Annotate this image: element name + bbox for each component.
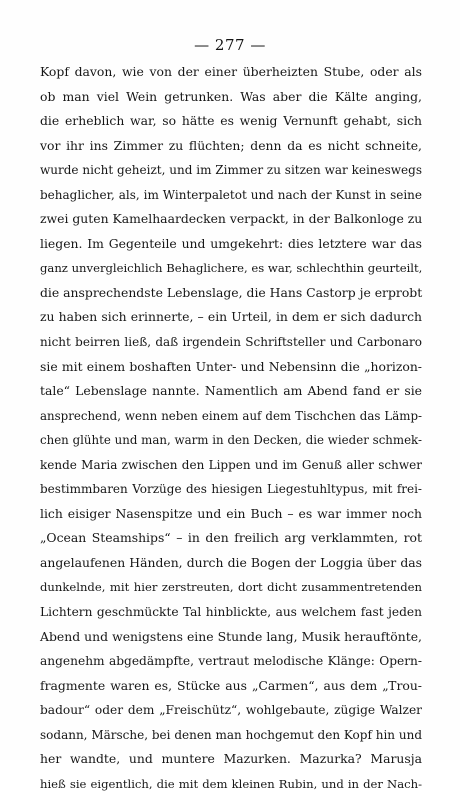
text-line: kende Maria zwischen den Lippen und im Genuß aller schwer (40, 457, 422, 472)
page-number: — 277 — (194, 36, 266, 54)
text-line: her wandte, und muntere Mazurken. Mazurka? Marusja (40, 751, 422, 767)
text-line: angenehm abgedämpfte, vertraut melodische Klänge: Opern- (40, 654, 422, 669)
text-line: bestimmbaren Vorzüge des hiesigen Liegestuhltypus, mit frei- (40, 482, 422, 497)
text-line: liegen. Im Gegenteile und umgekehrt: dies letztere war das (40, 235, 422, 251)
text-line: dunkelnde, mit hier zerstreuten, dort dicht zusammentretenden (40, 580, 422, 595)
text-line: chen glühte und man, warm in den Decken, die wieder schmek- (40, 433, 422, 448)
text-line: ob man viel Wein getrunken. Was aber die Kälte anging, (40, 88, 422, 104)
text-line: vor ihr ins Zimmer zu flüchten; denn da es nicht schneite, (40, 137, 422, 153)
text-line: die erheblich war, so hätte es wenig Vernunft gehabt, sich (40, 113, 422, 129)
text-line: wurde nicht geheizt, und im Zimmer zu sitzen war keineswegs (40, 163, 422, 178)
body-text (40, 60, 422, 796)
text-line: lich eisiger Nasenspitze und ein Buch – es war immer noch (40, 505, 422, 521)
text-line: Kopf davon, wie von der einer überheizten Stube, oder als (40, 64, 422, 79)
text-line: ansprechend, wenn neben einem auf dem Tischchen das Lämp- (40, 408, 422, 423)
text-line: zwei guten Kamelhaardecken verpackt, in der Balkonloge zu (40, 211, 423, 227)
text-line: behaglicher, als, im Winterpaletot und nach der Kunst in seine (40, 187, 422, 202)
text-line: „Ocean Steamships“ – in den freilich arg verklammten, rot (40, 530, 422, 546)
text-line: Abend und wenigstens eine Stunde lang, Musik herauftönte, (40, 628, 422, 644)
text-line: zu haben sich erinnerte, – ein Urteil, in dem er sich dadurch (40, 309, 422, 325)
text-line: angelaufenen Händen, durch die Bogen der Loggia über das (40, 554, 422, 570)
text-line: fragmente waren es, Stücke aus „Carmen“, aus dem „Trou- (40, 677, 422, 693)
text-line: Lichtern geschmückte Tal hinblickte, aus welchem fast jeden (40, 605, 422, 620)
text-line: badour“ oder dem „Freischütz“, wohlgebaute, zügige Walzer (40, 703, 422, 718)
text-line: nicht beirren ließ, daß irgendein Schriftsteller und Carbonaro (40, 335, 422, 350)
text-line: sodann, Märsche, bei denen man hochgemut den Kopf hin und (40, 727, 422, 742)
text-line: hieß sie eigentlich, die mit dem kleinen Rubin, und in der Nach- (40, 776, 422, 791)
text-line: ganz unvergleichlich Behaglichere, es war, schlechthin geurteilt, (40, 261, 423, 276)
text-line: tale“ Lebenslage nannte. Namentlich am Abend fand er sie (40, 383, 422, 399)
text-line: die ansprechendste Lebenslage, die Hans Castorp je erprobt (40, 284, 423, 300)
text-line: sie mit einem boshaften Unter- und Nebensinn die „horizon- (40, 358, 422, 374)
